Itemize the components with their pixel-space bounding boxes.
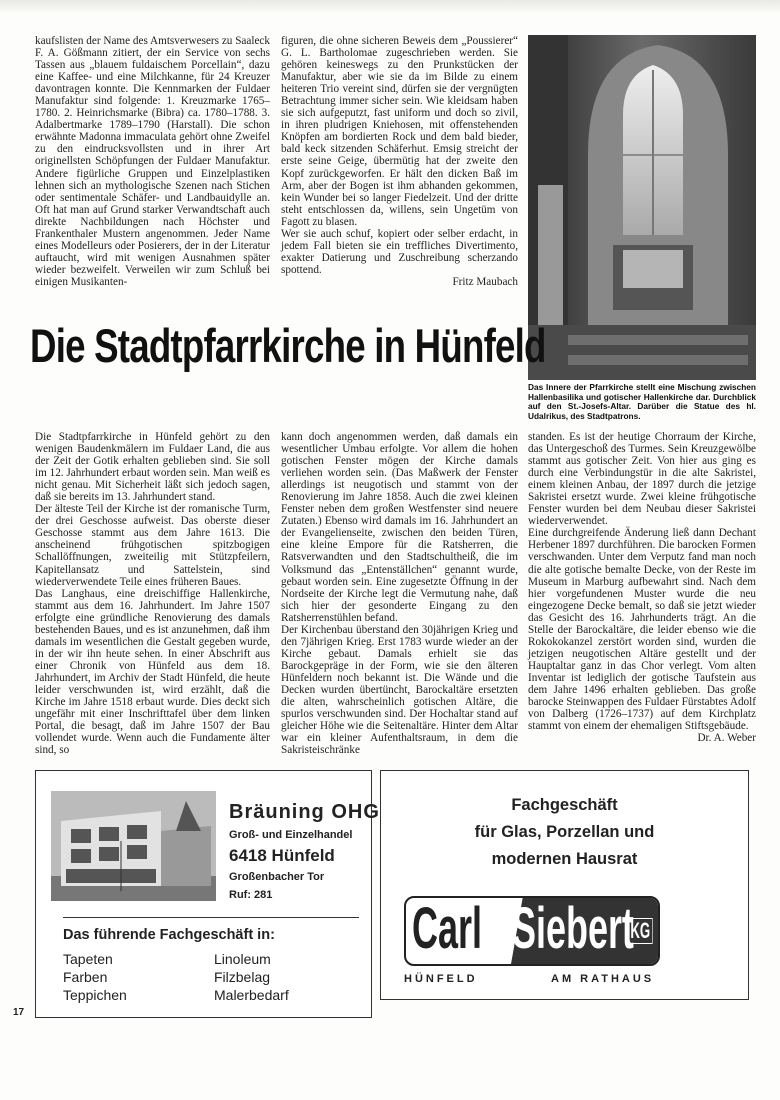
- ad-lead: Das führende Fachgeschäft in:: [63, 927, 275, 944]
- article-col2: [281, 431, 518, 756]
- paragraph: Der Kirchenbau überstand den 30jährigen Krieg und den 7jährigen Krieg. Erst 1783 wurde wieder an der Kirche gebaut. Damals erhielt sie das Barockgepräge in der Form, wie sie den älteren Hünfeldern noch bekannt ist. Die Wände und die Decken wurden übertüncht, Barockaltäre ersetzten die alten, wahrscheinlich gotischen Altäre, die spurlos verschwunden sind. Der Hochaltar stand auf gleicher Höhe wie die Seitenaltäre. Hinter dem Altar war ein kleiner Aufenthaltsraum, in dem die Sakristeischränke: [281, 623, 518, 757]
- advertisement-braeuning: [35, 770, 380, 1018]
- photo-area: [528, 35, 756, 421]
- paragraph: Der älteste Teil der Kirche ist der romanische Turm, der drei Geschosse aufweist. Das oberste dieser Geschosse stammt aus dem Jahre 1613. Die anscheinend frühgotischen spitzbogigen Schallöffnungen, zweiteilig mit Stützpfeilern, Kapitellansatz und Sattelstein, sind wiederverwendete Teile eines früheren Baues.: [35, 503, 270, 588]
- upper-section: [30, 35, 756, 421]
- product-item: Tapeten: [63, 951, 113, 968]
- company-line: Groß- und Einzelhandel: [229, 829, 353, 842]
- product-item: Linoleum: [214, 951, 271, 968]
- author-signature: Fritz Maubach: [452, 275, 518, 288]
- product-item: Malerbedarf: [214, 987, 289, 1004]
- carl-siebert-logo: [404, 896, 660, 966]
- top-article-col2: [281, 35, 518, 288]
- advertisements: [13, 770, 756, 1019]
- logo-suffix: KG: [628, 918, 653, 944]
- divider: [63, 917, 359, 918]
- company-phone: Ruf: 281: [229, 889, 273, 902]
- paragraph: standen. Es ist der heutige Chorraum der Kirche, das Untergeschoß des Turmes. Sein Kreuzgewölbe stammt aus gotischer Zeit. Von hier aus ging es durch eine Verbindungstür in die alte Sakristei, einem kleinen Anbau, der 1897 durch die jetzige Sakristei ersetzt wurde. Zwei kleine frühgotische Fenster wurden bei dem Neubau dieser Sakristei wiederverwendet.: [528, 431, 756, 528]
- page-number: 17: [13, 1007, 25, 1019]
- paragraph: kann doch angenommen werden, daß damals ein wesentlicher Umbau erfolgte. Vor allem die hohen gotischen Fenster mögen der Kirche damals verliehen worden sein. (Das Maßwerk der Fenster allerdings ist neugotisch und stammt von der Renovierung im Jahre 1858. Auch die zwei kleinen Fenster neben dem großen Westfenster sind neuere Zutaten.) Ebenso wird damals im 16. Jahrhundert an der Evangelienseite, zwischen den beiden Türen, eine kleine Empore für die Ratsherren, die Ratsverwandten und den Stadtschultheiß, die im Volksmund das „Entenställchen“ genannt wurde, gebaut worden sein. Eine zugesetzte Öffnung in der Nordseite der Kirche legt die Vermutung nahe, daß sich hier der gesonderte Eingang zu den Ratsherrenstühlen befand.: [281, 431, 518, 624]
- photo-caption: Das Innere der Pfarrkirche stellt eine Mischung zwischen Hallenbasilika und gotischer Hallenkirche dar. Durchblick auf den St.-Josefs-Altar. Darüber die Statue des hl. Udalrikus, des Stadtpatrons.: [528, 382, 756, 421]
- ad-headline: modernen Hausrat: [491, 850, 638, 869]
- logo-text-left: Carl: [412, 896, 482, 962]
- advertisement-siebert: [380, 770, 749, 1000]
- paragraph: Das Langhaus, eine dreischiffige Hallenkirche, stammt aus dem 16. Jahrhundert. Im Jahre 1507 erfolgte eine gründliche Renovierung des damals bestehenden Baues, und es ist anzunehmen, daß ihm damals im wesentlichen die Gestalt gegeben wurde, in der wir ihn heute sehen. In einer Abschrift aus einer Chronik von Hünfeld aus dem 18. Jahrhundert, im Archiv der Stadt Hünfeld, die heute leider verschwunden ist, wird erzählt, daß die Kirche im Jahre 1518 erbaut wurde. Dies deckt sich ungefähr mit einer Inschrifttafel über dem linken Portal, die besagt, daß im Jahre 1507 der Bau vollendet wurde. Wenn auch die Fundamente älter sind, so: [35, 587, 270, 757]
- church-interior-photo: [528, 35, 756, 380]
- author-signature: Dr. A. Weber: [697, 732, 756, 745]
- top-article: [35, 35, 518, 288]
- article-col3: [528, 431, 756, 756]
- store-building-photo: [51, 791, 216, 901]
- top-article-col1: [35, 35, 270, 288]
- ad-address: AM RATHAUS: [551, 973, 655, 986]
- upper-left-area: [30, 35, 546, 380]
- ad-headline: Fachgeschäft: [511, 796, 618, 815]
- paragraph: Eine durchgreifende Änderung ließ dann Dechant Herbener 1897 durchführen. Die barocken Formen verschwanden. Unter dem Verputz fand man noch die alte gotische bemalte Decke, von der Reste im Museum in Marburg aufbewahrt sind. Nach dem hier vorgefundenen Muster wurde die neu eingezogene Decke bemalt, so daß sie jetzt wieder das Gesicht des 16. Jahrhunderts trägt. An die Stelle der Barockaltäre, die leider ebenso wie die Rokokokanzel zerstört worden sind, wurden die jetzigen neugotischen Altäre gestellt und der Hauptaltar ganz in das Chor verlegt. Vom alten Inventar ist lediglich der gotische Taufstein aus dem Jahre 1496 erhalten geblieben. Das große barocke Steinwappen des Fuldaer Fürstabtes Adolf von Dalberg (1726–1737) auf dem Kirchplatz stammt von einem der ehemaligen Stiftsgebäude.: [528, 527, 756, 733]
- company-street: Großenbacher Tor: [229, 871, 325, 884]
- company-city: 6418 Hünfeld: [229, 846, 335, 866]
- company-name: Bräuning OHG: [229, 801, 380, 824]
- paragraph: kaufslisten der Name des Amtsverwesers zu Saaleck F. A. Gößmann zitiert, der ein Service von sechs Tassen aus „blauem fuldaischem Porcellain“, dazu eine Kaffee- und eine Milchkanne, für 24 Kreuzer davontragen konnte. Die Kennmarken der Fuldaer Manufaktur sind folgende: 1. Kreuzmarke 1765–1780. 2. Heinrichsmarke (Bibra) ca. 1780–1788. 3. Adalbertmarke 1789–1790 (Harstall). Die schon erwähnte Madonna immaculata gehört ohne Zweifel zu den eindrucksvollsten und in ihrer Art originellsten Schöpfungen der Fuldaer Manufaktur. Andere figürliche Gruppen und Einzelplastiken lehnen sich an mythologische Szenen nach Stichen oder sentimentale Schäfer- und Landbauidylle an. Oft hat man auf Grund starker Verwandtschaft auch direkte Nachbildungen nach Höchster und Frankenthaler Mustern angenommen. Jeder Name eines Modelleurs oder Posierers, der in der Literatur auftaucht, wird mit wenigen Ausnahmen später wieder bezweifelt. Verweilen wir zum Schluß bei einigen Musikanten-: [35, 35, 270, 288]
- logo-text-right: Siebert: [512, 896, 634, 962]
- paragraph: Wer sie auch schuf, kopiert oder selber erdacht, in jedem Fall bieten sie ein treffliches Divertimento, exakter Datierung und Zuschreibung scherzando spottend.: [281, 227, 518, 276]
- product-item: Farben: [63, 969, 108, 986]
- product-item: Teppichen: [63, 987, 127, 1004]
- paragraph: figuren, die ohne sicheren Beweis dem „Poussierer“ G. L. Bartholomae zugeschrieben werden. Sie gehören keineswegs zu den Prunkstücken der Manufaktur, aber wie sie da im Bilde zu einem heiteren Trio vereint sind, dürfen sie der vergnügten Betrachtung immer sicher sein. Wie kleidsam haben sie sich aufgeputzt, fast uniform und doch so zivil, in ihren pludrigen Kniehosen, mit offenstehenden Knöpfen am bordierten Rock und dem bald bieder, bald keck sitzenden Schäferhut. Emsig streicht der erste seine Geige, übermütig hat der zweite den Kopf zurückgeworfen. Er hält den dicken Baß im Arm, aber der Bogen ist ihm abhanden gekommen, kein Wunder bei so langer Fiedelzeit. Und der dritte steht entschlossen da, willens, sein Ungetüm von Fagott zu blasen.: [281, 35, 518, 228]
- article-body: [35, 431, 756, 756]
- ad-headline: für Glas, Porzellan und: [474, 823, 655, 842]
- article-title: Die Stadtpfarrkirche in Hünfeld: [30, 318, 546, 372]
- ad-town: HÜNFELD: [404, 973, 478, 986]
- paragraph: Die Stadtpfarrkirche in Hünfeld gehört zu den wenigen Baudenkmälern im Fuldaer Land, die aus der Zeit der Gotik erhalten geblieben sind. Sie soll im 12. Jahrhundert erbaut worden sein. Man weiß es nicht genau. Mit Sicherheit läßt sich jedoch sagen, daß sie bereits im 13. Jahrhundert stand.: [35, 431, 270, 504]
- product-item: Filzbelag: [214, 969, 271, 986]
- article-title-area: [30, 318, 546, 380]
- article-col1: [35, 431, 270, 756]
